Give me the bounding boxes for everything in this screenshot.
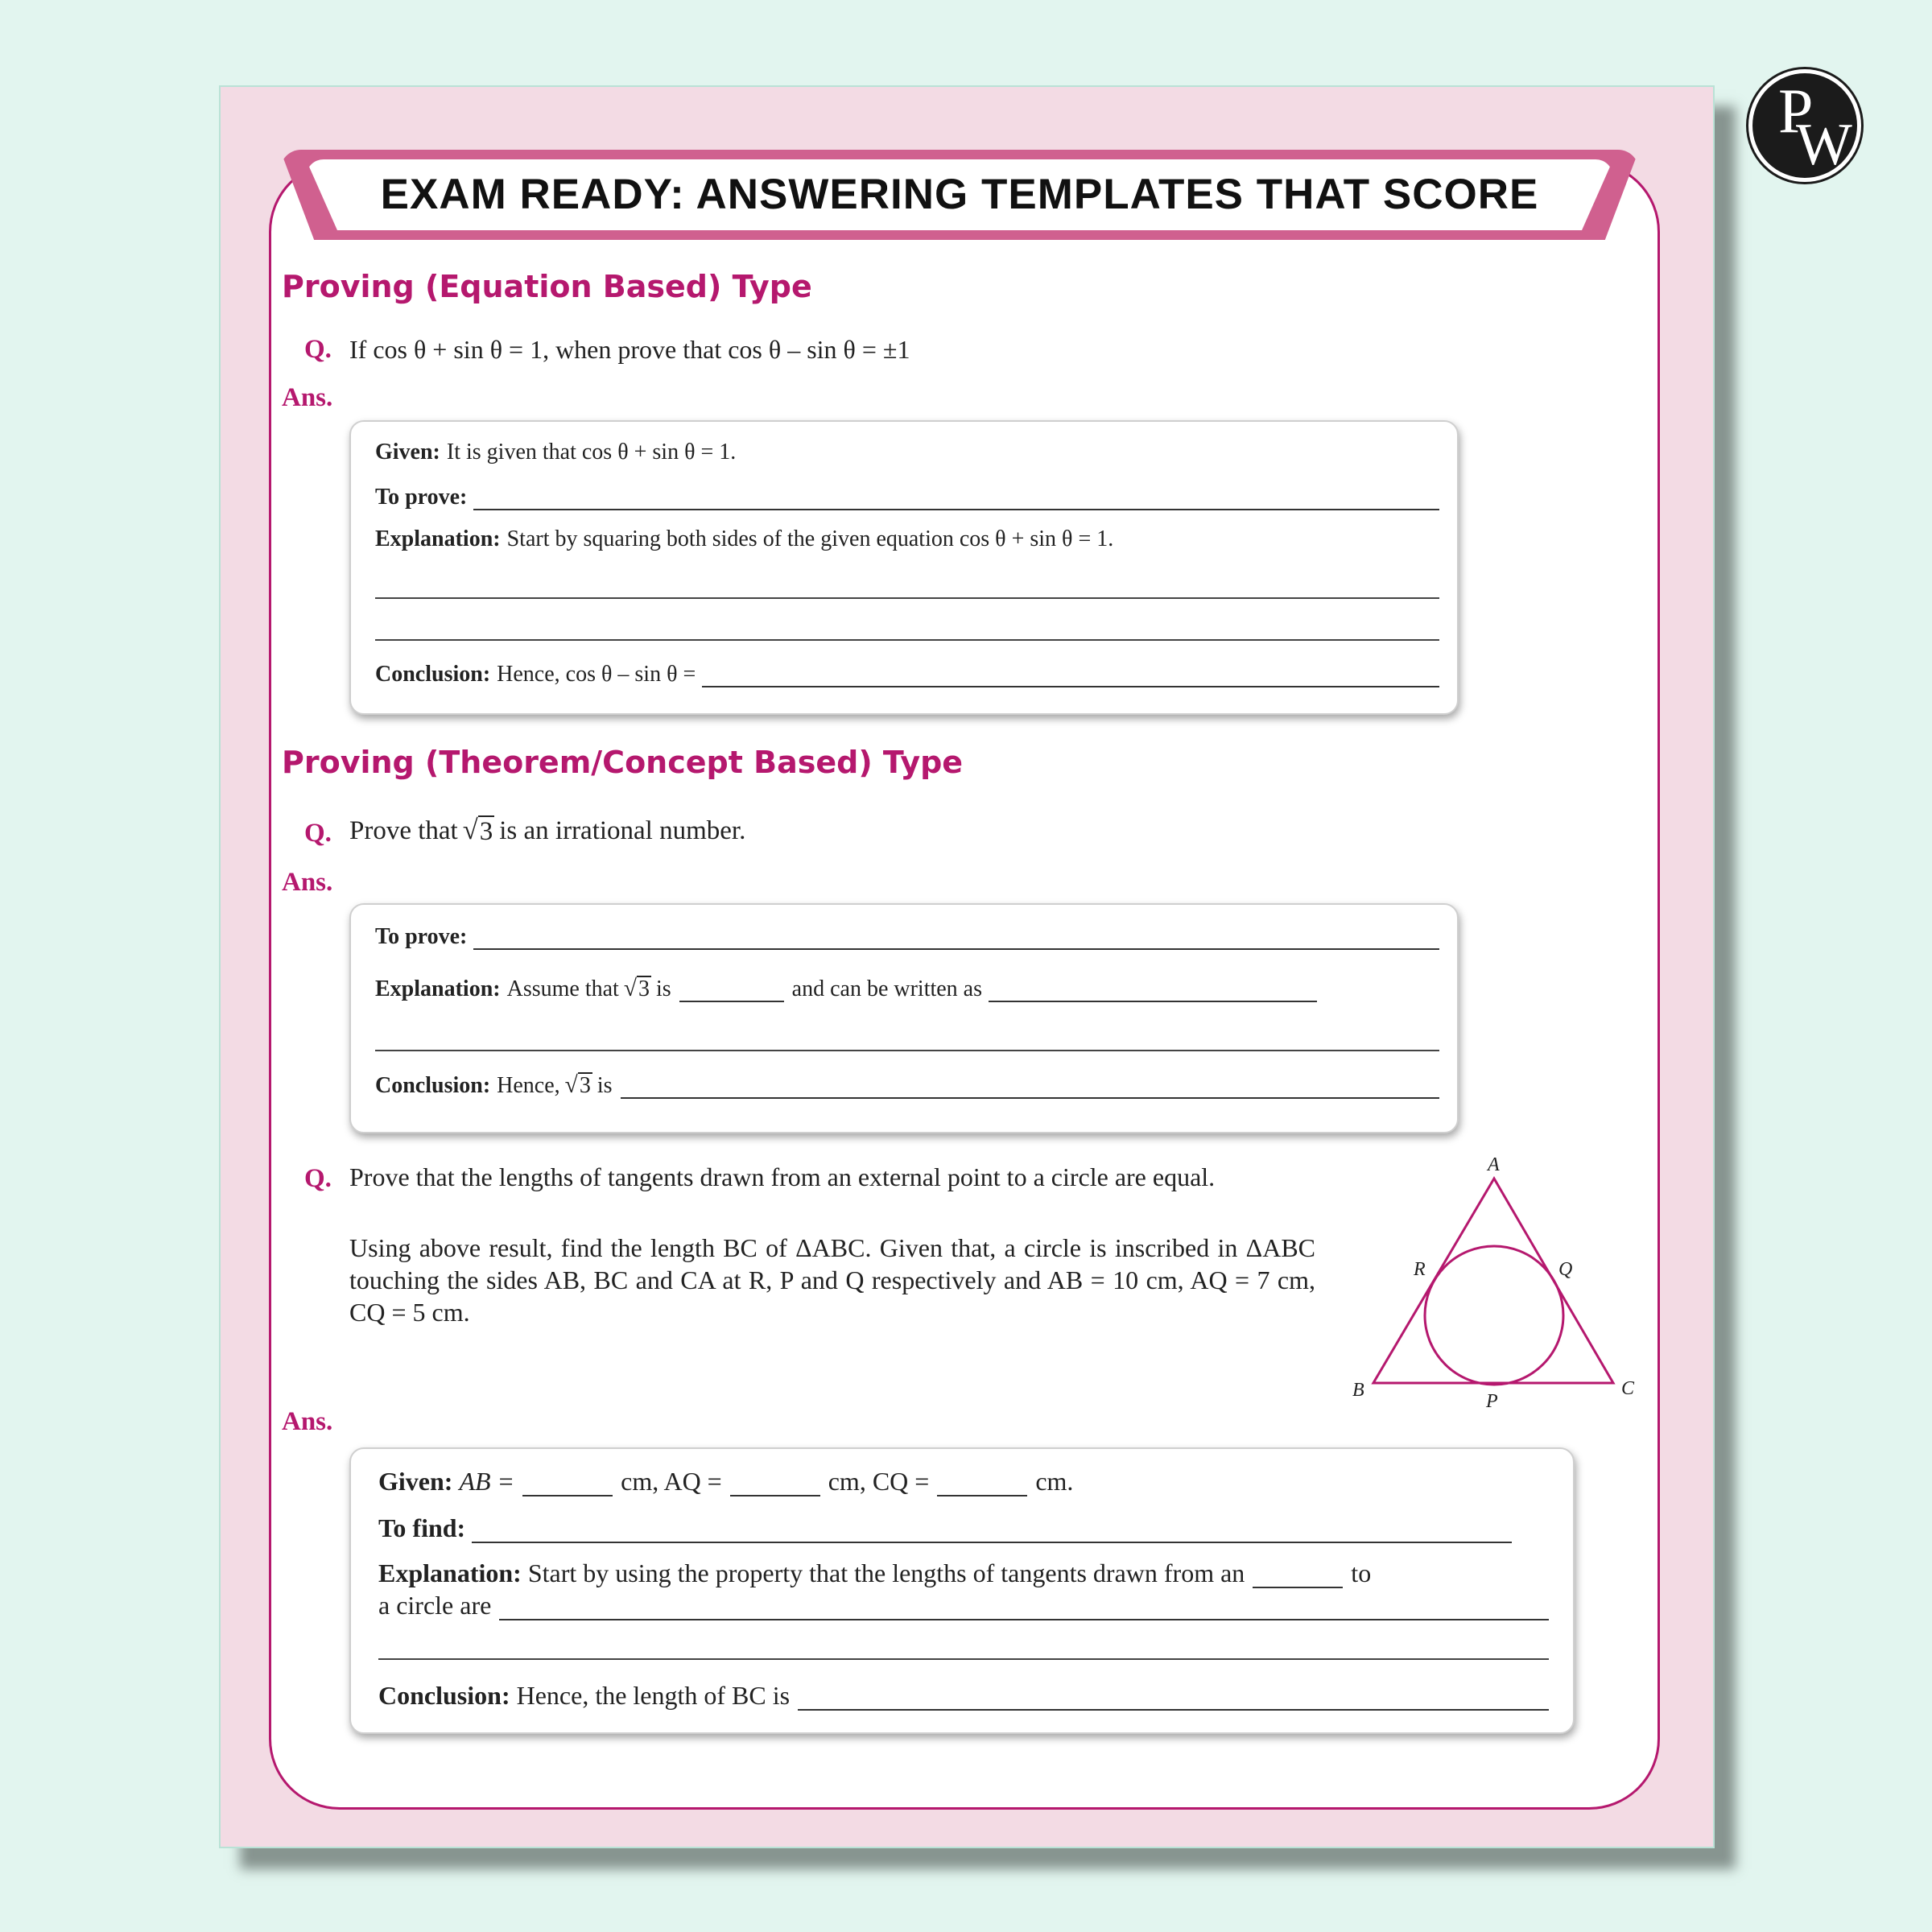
point-r-label: R xyxy=(1414,1259,1426,1280)
section2-answer-box xyxy=(349,903,1459,1133)
explanation-label: Explanation: xyxy=(375,976,501,1001)
explanation-text: Start by using the property that the lengths of tangents drawn from an xyxy=(527,1558,1245,1587)
toprove-label: To prove: xyxy=(375,924,468,949)
explanation-text: to xyxy=(1351,1558,1372,1587)
conclusion-line xyxy=(375,662,1439,687)
sqrt-value: 3 xyxy=(638,976,650,1002)
given-line xyxy=(375,440,736,465)
toprove-blank[interactable] xyxy=(473,929,1439,950)
explanation-text: and can be written as xyxy=(791,976,983,1001)
explanation-text: is xyxy=(655,976,671,1001)
section3-q-mark: Q. xyxy=(304,1164,332,1193)
answer-rule[interactable] xyxy=(375,1050,1439,1051)
sqrt-value: 3 xyxy=(479,816,493,846)
property-blank[interactable] xyxy=(499,1596,1549,1620)
conclusion-text: is xyxy=(597,1073,613,1098)
given-cq: cm, CQ = xyxy=(828,1467,930,1496)
tofind-blank[interactable] xyxy=(472,1519,1512,1543)
logo-letter-w: W xyxy=(1796,112,1852,178)
answer-rule[interactable] xyxy=(375,639,1439,641)
given-label: Given: xyxy=(375,440,440,464)
section3-answer-box xyxy=(349,1447,1575,1734)
section2-ans-label: Ans. xyxy=(282,868,333,897)
vertex-a-label: A xyxy=(1488,1154,1500,1175)
explanation-text: a circle are xyxy=(378,1591,492,1620)
conclusion-text: Hence, cos θ – sin θ = xyxy=(497,662,696,687)
explanation-line xyxy=(375,976,1439,1002)
given-line xyxy=(378,1467,1073,1496)
sqrt-value: 3 xyxy=(579,1073,591,1099)
explanation-line xyxy=(375,526,1113,552)
logo-letter-p: P xyxy=(1778,76,1814,146)
pw-logo xyxy=(1748,69,1861,182)
explanation-text: Assume that xyxy=(506,976,619,1001)
explanation-label: Explanation: xyxy=(378,1558,522,1587)
point-p-label: P xyxy=(1486,1391,1498,1412)
given-ab: AB = xyxy=(459,1467,515,1496)
conclusion-label: Conclusion: xyxy=(375,1073,491,1098)
conclusion-label: Conclusion: xyxy=(375,662,491,687)
section1-q-mark: Q. xyxy=(304,335,332,364)
incircle xyxy=(1425,1246,1563,1385)
section1-heading: Proving (Equation Based) Type xyxy=(282,269,812,304)
explanation-label: Explanation: xyxy=(375,526,501,551)
section1-question: If cos θ + sin θ = 1, when prove that cos θ – sin θ = ±1 xyxy=(349,335,910,364)
section2-q-mark: Q. xyxy=(304,819,332,848)
toprove-label: To prove: xyxy=(375,485,468,510)
given-label: Given: xyxy=(378,1467,453,1496)
vertex-b-label: B xyxy=(1352,1380,1364,1401)
tofind-line xyxy=(378,1513,1512,1543)
given-text: It is given that cos θ + sin θ = 1. xyxy=(446,440,737,464)
page-title: EXAM READY: ANSWERING TEMPLATES THAT SCORE xyxy=(380,171,1539,218)
ab-blank[interactable] xyxy=(522,1472,613,1496)
sqrt-symbol: √ 3 xyxy=(564,1072,591,1099)
toprove-blank[interactable] xyxy=(473,489,1439,510)
conclusion-text: Hence, xyxy=(497,1073,560,1098)
explanation-line xyxy=(378,1558,1549,1588)
given-aq: cm, AQ = xyxy=(621,1467,722,1496)
form-blank[interactable] xyxy=(989,981,1317,1002)
answer-rule[interactable] xyxy=(378,1658,1549,1660)
section3-ans-label: Ans. xyxy=(282,1407,333,1436)
aq-blank[interactable] xyxy=(730,1472,820,1496)
section3-question-part2: Using above result, find the length BC of ΔABC. Given that, a circle is inscribed in ΔABC touching the sides AB, BC and CA at R, P and Q respectively and AB = 10 cm, AQ = 7 cm, CQ = 5 cm. xyxy=(349,1233,1315,1327)
conclusion-line xyxy=(375,1072,1439,1099)
nature-blank[interactable] xyxy=(679,981,784,1002)
cq-blank[interactable] xyxy=(937,1472,1027,1496)
section1-ans-label: Ans. xyxy=(282,383,333,412)
given-unit: cm. xyxy=(1035,1467,1074,1496)
triangle-abc xyxy=(1373,1179,1613,1383)
explanation-text: Start by squaring both sides of the given equation cos θ + sin θ = 1. xyxy=(506,526,1114,551)
conclusion-text: Hence, the length of BC is xyxy=(516,1681,791,1710)
answer-rule[interactable] xyxy=(375,597,1439,599)
toprove-line xyxy=(375,485,1439,510)
conclusion-label: Conclusion: xyxy=(378,1681,510,1710)
sqrt-symbol: √ 3 xyxy=(462,815,493,846)
question-suffix: is an irrational number. xyxy=(499,816,746,845)
conclusion-blank[interactable] xyxy=(702,667,1439,687)
section2-question xyxy=(349,815,745,846)
vertex-c-label: C xyxy=(1621,1378,1635,1399)
toprove-line xyxy=(375,924,1439,950)
section1-answer-box xyxy=(349,420,1459,715)
point-blank[interactable] xyxy=(1253,1564,1343,1588)
incircle-triangle-diagram xyxy=(1336,1143,1658,1417)
question-prefix: Prove that xyxy=(349,816,458,845)
sqrt-symbol: √ 3 xyxy=(623,976,650,1002)
section3-question-part1: Prove that the lengths of tangents drawn from an external point to a circle are equal. xyxy=(349,1162,1216,1191)
conclusion-blank[interactable] xyxy=(621,1078,1440,1099)
point-q-label: Q xyxy=(1558,1259,1573,1280)
conclusion-line xyxy=(378,1681,1549,1711)
conclusion-blank[interactable] xyxy=(798,1686,1549,1711)
explanation-line-2 xyxy=(378,1591,1549,1620)
tofind-label: To find: xyxy=(378,1513,466,1542)
section2-heading: Proving (Theorem/Concept Based) Type xyxy=(282,745,964,780)
